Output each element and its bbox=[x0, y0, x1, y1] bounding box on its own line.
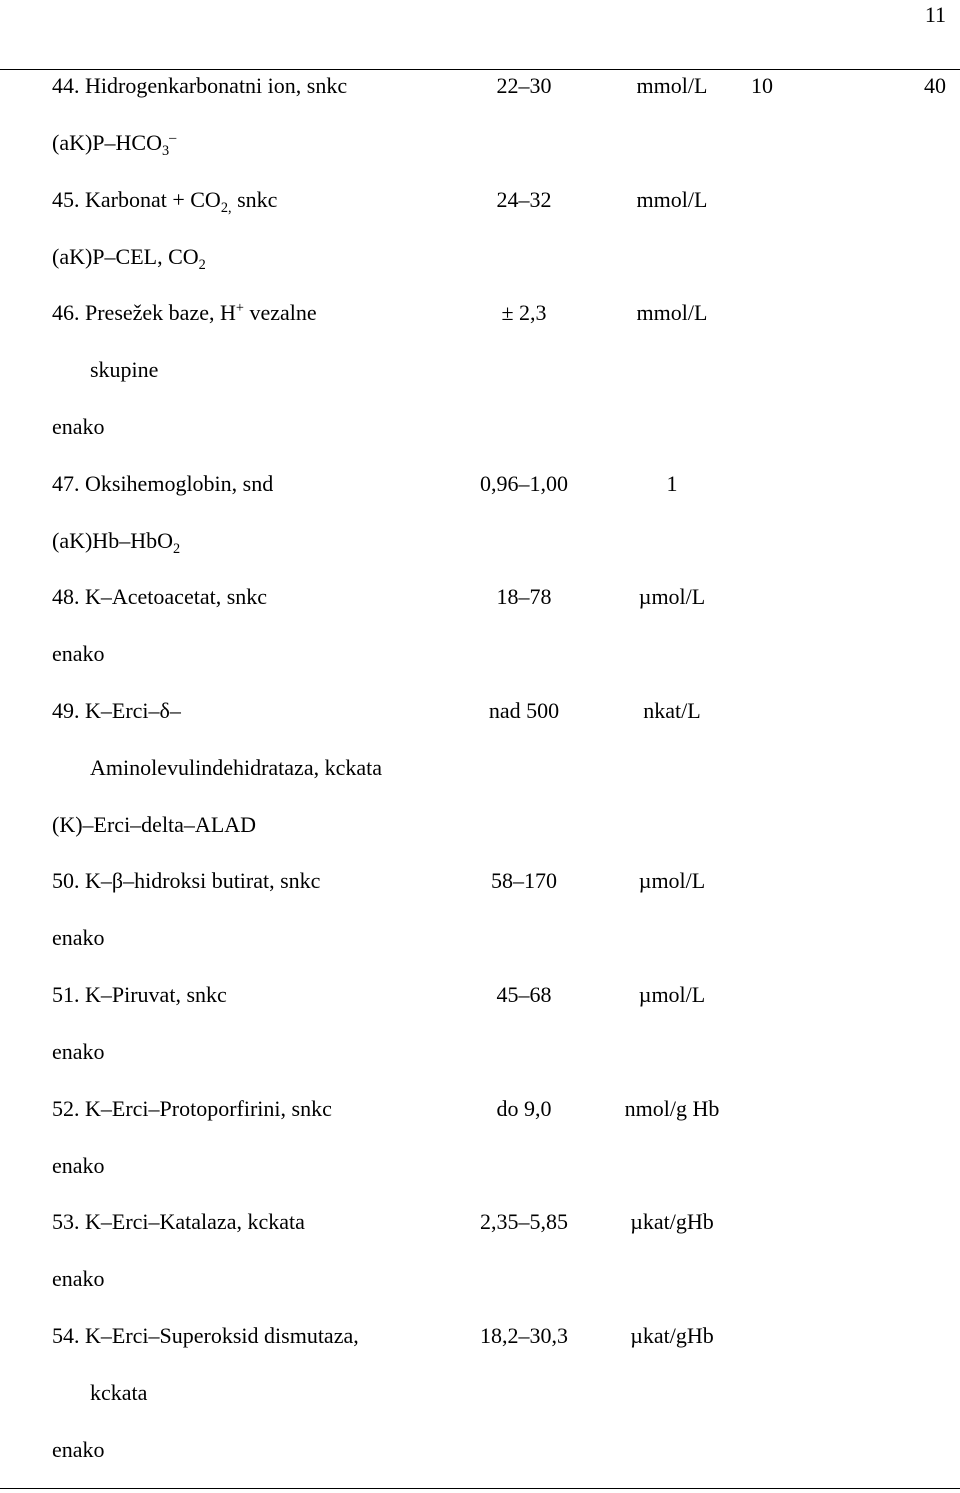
row-44-extra-1: 10 bbox=[751, 73, 773, 98]
page-number: 11 bbox=[924, 2, 946, 27]
row-50-range: 58–170 bbox=[491, 868, 557, 893]
bottom-rule bbox=[0, 1488, 960, 1489]
top-rule bbox=[0, 69, 960, 70]
row-48-unit: µmol/L bbox=[638, 584, 706, 609]
row-49-label-continued: Aminolevulindehidrataza, kckata bbox=[90, 755, 382, 780]
row-47-code: (aK)Hb–HbO$_2$ bbox=[52, 528, 181, 557]
row-44-unit: mmol/L bbox=[636, 73, 708, 98]
row-51-label: 51. K–Piruvat, snkc bbox=[52, 982, 227, 1007]
row-50-label: 50. K–β–hidroksi butirat, snkc bbox=[52, 868, 321, 893]
row-52-unit: nmol/g Hb bbox=[624, 1096, 720, 1121]
row-54-unit: µkat/gHb bbox=[630, 1323, 714, 1348]
row-44-label: 44. Hidrogenkarbonatni ion, snkc bbox=[52, 73, 348, 98]
row-53-range: 2,35–5,85 bbox=[480, 1209, 568, 1234]
row-49-unit: nkat/L bbox=[643, 698, 701, 723]
row-53-code: enako bbox=[52, 1266, 105, 1291]
row-49-label: 49. K–Erci–δ– bbox=[52, 698, 181, 723]
row-44-range: 22–30 bbox=[496, 73, 552, 98]
row-49-code: (K)–Erci–delta–ALAD bbox=[52, 812, 257, 837]
row-46-label: 46. Presežek baze, H+ vezalne bbox=[52, 300, 317, 325]
row-54-range: 18,2–30,3 bbox=[480, 1323, 568, 1348]
row-53-label: 53. K–Erci–Katalaza, kckata bbox=[52, 1209, 305, 1234]
row-51-code: enako bbox=[52, 1039, 105, 1064]
row-45-label: 45. Karbonat + $CO_{2,}$ snkc bbox=[52, 187, 278, 216]
row-50-code: enako bbox=[52, 925, 105, 950]
row-48-label: 48. K–Acetoacetat, snkc bbox=[52, 584, 268, 609]
row-49-range: nad 500 bbox=[488, 698, 560, 723]
row-50-unit: µmol/L bbox=[638, 868, 706, 893]
row-54-label: 54. K–Erci–Superoksid dismutaza, bbox=[52, 1323, 359, 1348]
row-46-label-continued: skupine bbox=[90, 357, 159, 382]
row-44-code: $(aK)P-HCO_3^-$ bbox=[52, 130, 177, 159]
row-51-range: 45–68 bbox=[496, 982, 552, 1007]
row-51-unit: µmol/L bbox=[638, 982, 706, 1007]
row-53-unit: µkat/gHb bbox=[630, 1209, 714, 1234]
row-46-code: enako bbox=[52, 414, 105, 439]
row-48-code: enako bbox=[52, 641, 105, 666]
row-47-label: 47. Oksihemoglobin, snd bbox=[52, 471, 274, 496]
row-44-extra-2: 40 bbox=[924, 73, 946, 98]
row-54-code: enako bbox=[52, 1437, 105, 1462]
row-46-unit: mmol/L bbox=[636, 300, 708, 325]
row-48-range: 18–78 bbox=[496, 584, 552, 609]
row-47-unit: 1 bbox=[666, 471, 678, 496]
row-45-code: (aK)P–CEL, $CO_2$ bbox=[52, 244, 206, 273]
row-45-unit: mmol/L bbox=[636, 187, 708, 212]
row-52-label: 52. K–Erci–Protoporfirini, snkc bbox=[52, 1096, 332, 1121]
row-47-range: 0,96–1,00 bbox=[480, 471, 568, 496]
row-52-range: do 9,0 bbox=[496, 1096, 552, 1121]
row-45-range: 24–32 bbox=[496, 187, 552, 212]
row-54-label-continued: kckata bbox=[90, 1380, 148, 1405]
row-46-range: ± 2,3 bbox=[501, 300, 547, 325]
row-52-code: enako bbox=[52, 1153, 105, 1178]
